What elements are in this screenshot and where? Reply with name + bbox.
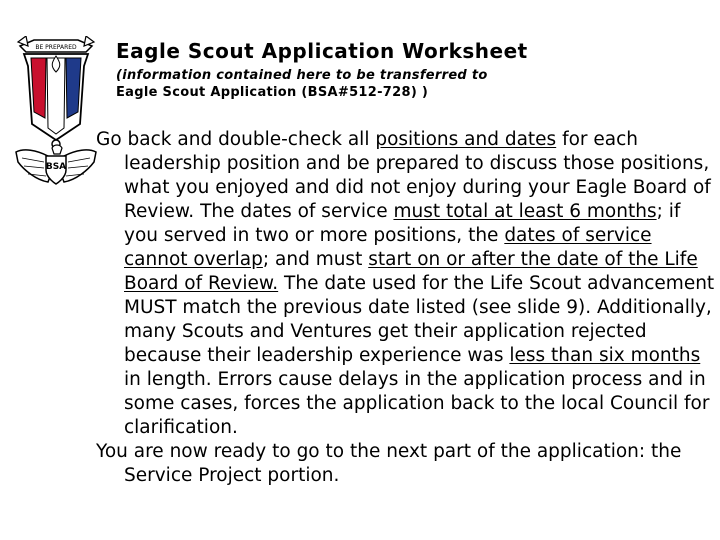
underlined-phrase: must total at least 6 months [393, 201, 657, 222]
text-segment: in length. Errors cause delays in the application process and in some cases, forces the application back to the local Council for clarification. [124, 369, 710, 438]
next-step-paragraph: You are now ready to go to the next part of the application: the Service Project portion. [96, 441, 682, 486]
text-segment: ; if you served in two or more positions, the [124, 201, 681, 246]
emblem-shield-text: BSA [45, 162, 67, 172]
header [116, 38, 706, 101]
subtitle-line-1: (information contained here to be transferred to [116, 68, 488, 83]
eagle-scout-badge-icon [14, 36, 98, 186]
text-segment: for each leadership position and be prepared to discuss those positions, what you enjoyed and did not enjoy during your Eagle Board of Review. The dates of service [124, 129, 711, 222]
body-text [96, 128, 716, 488]
text-segment: The date used for the Life Scout advancement MUST match the previous date listed (see slide 9). Additionally, many Scouts and Ventures get their application rejected because their leadership experience was [124, 273, 715, 366]
underlined-phrase: less than six months [509, 345, 701, 366]
emblem-scroll-text: BE PREPARED [35, 44, 77, 51]
text-segment: Go back and double-check all [96, 129, 376, 150]
subtitle-line-2: Eagle Scout Application (BSA#512-728) ) [116, 85, 429, 100]
underlined-phrase: positions and dates [375, 129, 557, 150]
instruction-paragraph [96, 128, 716, 440]
underlined-phrase: dates of service cannot overlap [124, 225, 652, 270]
page-title: Eagle Scout Application Worksheet [116, 39, 528, 63]
underlined-phrase: start on or after the date of the Life Board of Review. [124, 249, 698, 294]
page-subtitle [116, 67, 706, 101]
text-segment: ; and must [262, 249, 369, 270]
